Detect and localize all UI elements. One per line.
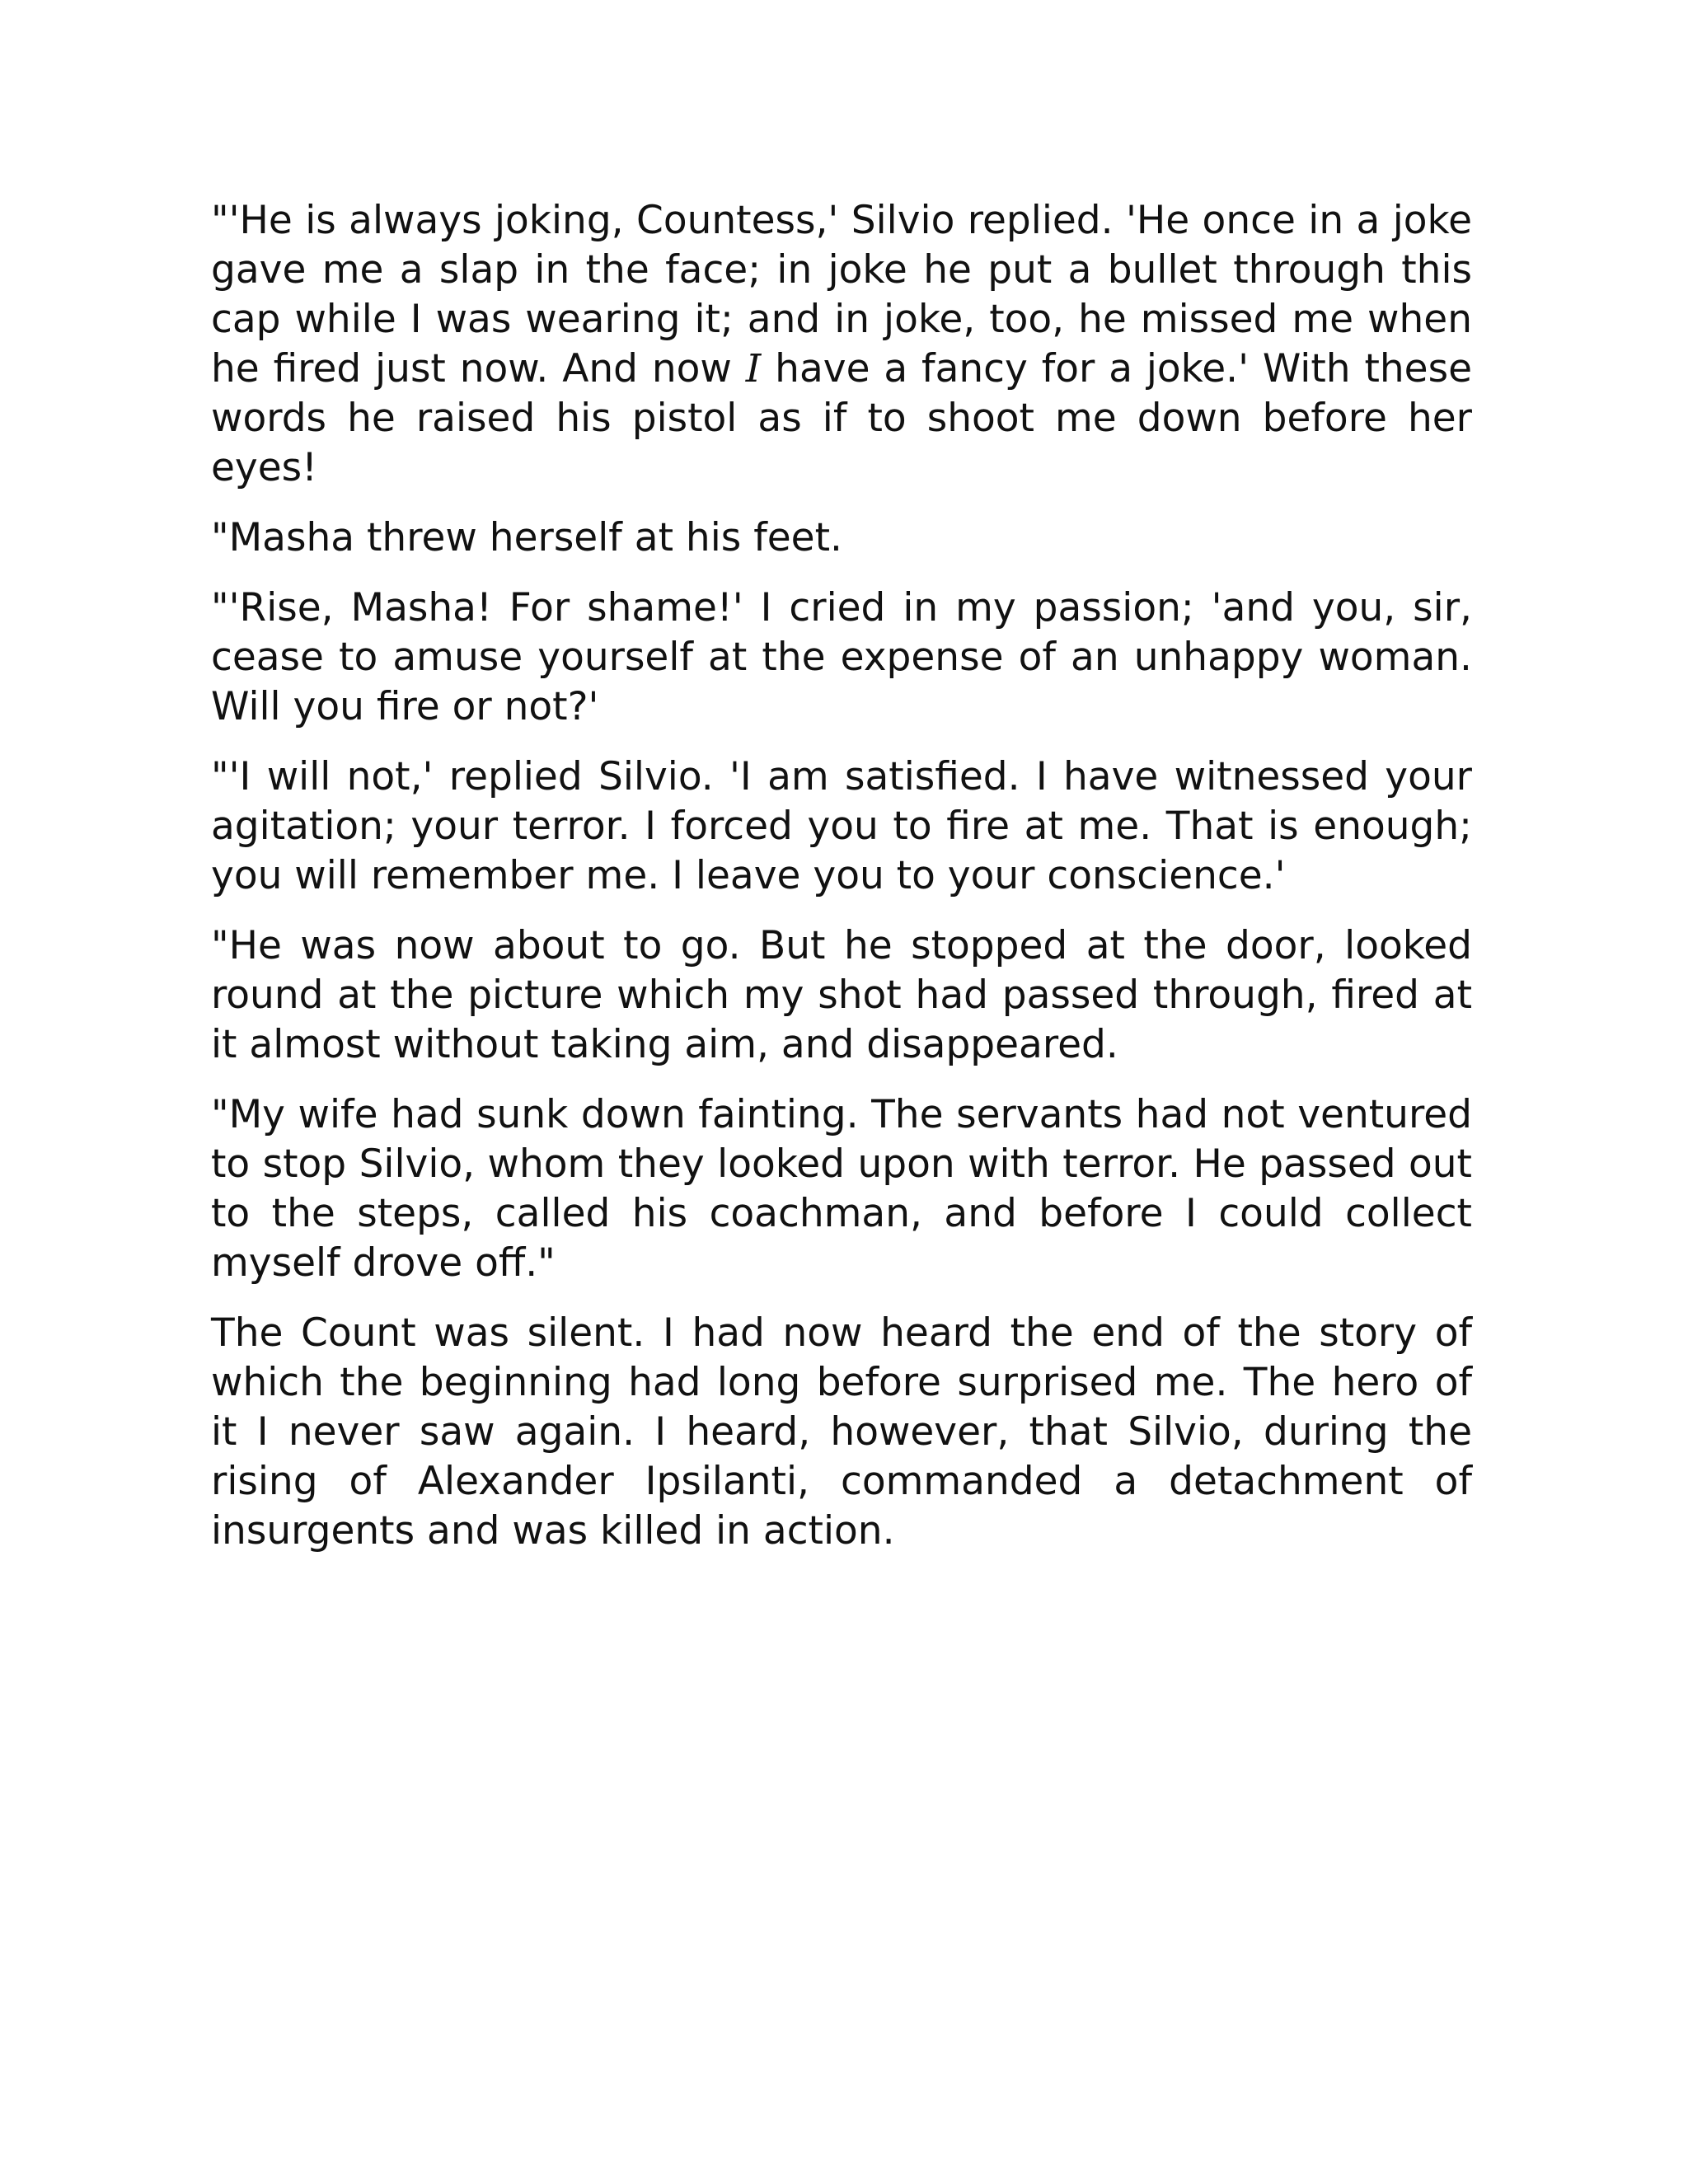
paragraph-7: The Count was silent. I had now heard the end of the story of which the beginning had long before surprised me. The hero of it I never saw again. I heard, however, that Silvio, during the rising of Alexander Ipsilanti, commanded a detachment of insurgents and was killed in action.	[211, 1310, 1472, 1554]
paragraph-1-text-end: have a fancy for a joke.' With these words he raised his pistol as if to shoot me down before her eyes!	[211, 346, 1472, 490]
paragraph-4: "'I will not,' replied Silvio. 'I am satisfied. I have witnessed your agitation; your terror. I forced you to fire at me. That is enough; you will remember me. I leave you to your conscience.'	[211, 754, 1472, 898]
paragraph-5: "He was now about to go. But he stopped at the door, looked round at the picture which my shot had passed through, fired at it almost without taking aim, and disappeared.	[211, 923, 1472, 1067]
emphasized-word: I	[745, 346, 762, 391]
paragraph-1-text-start: "'He is always joking, Countess,' Silvio replied. 'He once in a joke gave me a slap in the face; in joke he put a bullet through this cap while I was wearing it; and in joke, too, he missed me when he fired just now. And now	[211, 198, 1472, 391]
paragraph-1	[211, 196, 1472, 493]
paragraph-6: "My wife had sunk down fainting. The servants had not ventured to stop Silvio, whom they looked upon with terror. He passed out to the steps, called his coachman, and before I could collect myself drove off."	[211, 1092, 1472, 1286]
paragraph-2: "Masha threw herself at his feet.	[211, 515, 842, 560]
paragraph-3: "'Rise, Masha! For shame!' I cried in my passion; 'and you, sir, cease to amuse yourself at the expense of an unhappy woman. Will you fire or not?'	[211, 585, 1472, 729]
body-text	[211, 196, 1472, 1577]
